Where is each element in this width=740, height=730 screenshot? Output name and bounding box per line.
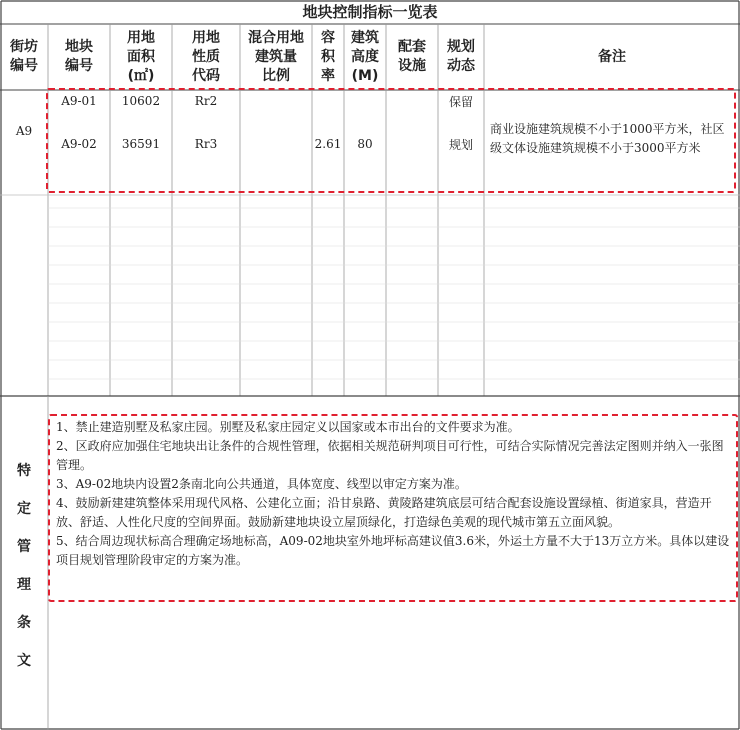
special-label-char: 条 [17,615,31,631]
plot-cell: A9-02 [61,137,97,151]
special-label-char: 理 [17,577,31,593]
header-block-number: 街坊 编号 [10,39,38,74]
clause-item: 3、A9-02地块内设置2条南北向公共通道，具体宽度、线型以审定方案为准。 [56,477,467,491]
clause-item: 4、鼓励新建建筑整体采用现代风格、公建化立面；沿甘泉路、黄陵路建筑底层可结合配套设施设置绿植、街道家具，营造开放、舒适、人性化尺度的空间界面。鼓励新建地块设立屋顶绿化，打造绿色美观的现代城市第五立面风貌。 [56,496,712,529]
special-label-char: 管 [17,539,31,555]
header-mixed-use-ratio: 混合用地 建筑量 比例 [248,29,304,84]
header-building-height: 建筑 高度 (M) [351,29,379,84]
remark-note: 商业设施建筑规模不小于1000平方米，社区级文体设施建筑规模不小于3000平方米 [490,122,725,155]
block-id-cell: A9 [15,124,33,138]
header-land-area: 用地 面积 (㎡) [127,29,155,84]
height-cell: 80 [357,137,373,151]
header-facilities: 配套 设施 [398,39,426,74]
plot-rows-highlight [46,88,736,193]
special-provisions-label [0,452,48,680]
plot-cell: A9-01 [61,94,97,108]
special-label-char: 定 [17,501,31,517]
clauses-highlight [48,414,738,602]
header-remarks: 备注 [598,48,626,65]
clause-item: 5、结合周边现状标高合理确定场地标高，A09-02地块室外地坪标高建议值3.6米，外运土方量不大于13万立方米。具体以建设项目规划管理阶段审定的方案为准。 [56,534,730,567]
special-label-char: 文 [17,653,31,669]
header-land-use-code: 用地 性质 代码 [192,29,220,84]
special-label-char: 特 [17,463,31,479]
far-cell: 2.61 [314,137,342,151]
area-cell: 10602 [121,94,161,108]
clause-item: 2、区政府应加强住宅地块出让条件的合规性管理，依据相关规范研判项目可行性，可结合实际情况完善法定图则并纳入一张图管理。 [56,439,724,472]
clause-item: 1、禁止建造别墅及私家庄园。别墅及私家庄园定义以国家或本市出台的文件要求为准。 [56,420,520,434]
area-cell: 36591 [121,137,161,151]
status-cell: 规划 [448,137,473,152]
status-cell: 保留 [448,94,473,109]
header-planning-status: 规划 动态 [447,39,475,74]
use-code-cell: Rr3 [194,137,218,151]
use-code-cell: Rr2 [194,94,218,108]
header-plot-number: 地块 编号 [65,39,93,74]
table-title: 地块控制指标一览表 [302,3,438,21]
header-floor-area-ratio: 容 积 率 [321,29,335,84]
